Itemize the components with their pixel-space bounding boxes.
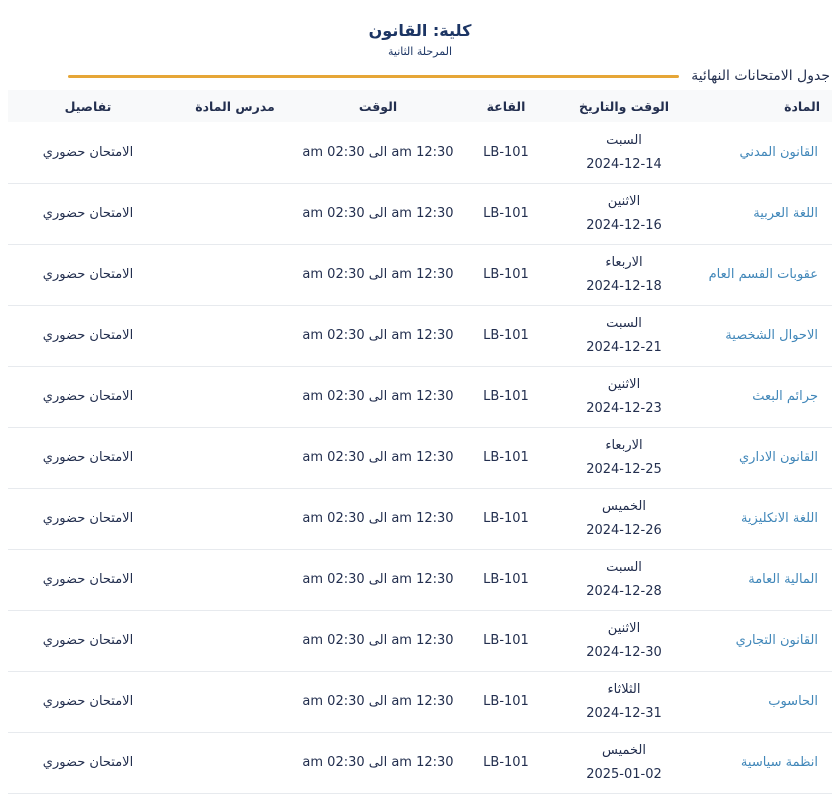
col-header-details: تفاصيل [8,90,168,122]
day-label: الاربعاء [605,438,643,453]
day-label: السبت [606,316,642,331]
day-label: الخميس [602,499,646,514]
exam-schedule-table [8,90,832,794]
teacher-label [168,610,302,671]
time-range-label: am 12:30 الى am 02:30 [302,305,454,366]
subject-link[interactable]: اللغة الانكليزية [740,511,818,526]
time-range-label: am 12:30 الى am 02:30 [302,610,454,671]
details-label: الامتحان حضوري [8,671,168,732]
table-row [8,366,832,427]
subject-cell [690,244,832,305]
subject-link[interactable]: انظمة سياسية [740,755,818,770]
details-label: الامتحان حضوري [8,122,168,183]
hall-cell [454,427,558,488]
table-header [8,90,832,122]
datetime-cell [558,549,690,610]
table-row [8,732,832,793]
subject-cell [690,671,832,732]
teacher-label [168,427,302,488]
col-header-time: الوقت [302,90,454,122]
table-header-row [8,90,832,122]
time-range-label: am 12:30 الى am 02:30 [302,671,454,732]
date-label: 2024-12-28 [586,584,662,599]
day-label: الخميس [602,743,646,758]
subject-link[interactable]: المالية العامة [748,572,818,587]
section-title: جدول الامتحانات النهائية [691,68,830,84]
hall-cell [454,549,558,610]
datetime-cell [558,610,690,671]
day-label: الاثنين [607,621,641,636]
exam-table-body [8,122,832,793]
subject-link[interactable]: عقوبات القسم العام [708,267,818,282]
hall-cell [454,610,558,671]
subject-cell [690,122,832,183]
hall-label: LB-101 [483,144,529,160]
datetime-cell [558,183,690,244]
subject-link[interactable]: جرائم البعث [752,389,818,404]
datetime-cell [558,671,690,732]
teacher-label [168,366,302,427]
details-label: الامتحان حضوري [8,610,168,671]
date-label: 2025-01-02 [586,767,662,782]
time-range-label: am 12:30 الى am 02:30 [302,366,454,427]
hall-label: LB-101 [483,755,529,770]
col-header-datetime: الوقت والتاريخ [558,90,690,122]
subject-cell [690,305,832,366]
datetime-cell [558,122,690,183]
table-row [8,244,832,305]
datetime-cell [558,488,690,549]
teacher-label [168,244,302,305]
subject-link[interactable]: الحاسوب [768,694,818,709]
subject-cell [690,366,832,427]
subject-link[interactable]: القانون التجاري [735,633,818,648]
teacher-label [168,183,302,244]
date-label: 2024-12-23 [586,401,662,416]
hall-label: LB-101 [483,572,529,587]
hall-cell [454,244,558,305]
subject-link[interactable]: الاحوال الشخصية [725,328,818,343]
time-range-label: am 12:30 الى am 02:30 [302,244,454,305]
date-label: 2024-12-31 [586,706,662,721]
day-label: الثلاثاء [607,682,641,697]
hall-cell [454,305,558,366]
details-label: الامتحان حضوري [8,549,168,610]
hall-cell [454,671,558,732]
teacher-label [168,305,302,366]
table-row [8,183,832,244]
day-label: الاثنين [607,194,641,209]
day-label: السبت [606,560,642,575]
college-title: كلية: القانون [368,21,472,40]
date-label: 2024-12-25 [586,462,662,477]
stage-subtitle: المرحلة الثانية [387,45,453,58]
hall-cell [454,488,558,549]
col-header-hall: القاعة [454,90,558,122]
table-row [8,610,832,671]
datetime-cell [558,732,690,793]
hall-cell [454,732,558,793]
accent-line [68,75,679,78]
details-label: الامتحان حضوري [8,305,168,366]
subject-cell [690,488,832,549]
subject-link[interactable]: القانون الاداري [738,450,818,465]
table-row [8,549,832,610]
teacher-label [168,732,302,793]
teacher-label [168,549,302,610]
subject-cell [690,549,832,610]
hall-label: LB-101 [483,450,529,465]
datetime-cell [558,366,690,427]
details-label: الامتحان حضوري [8,732,168,793]
table-row [8,122,832,183]
hall-cell [454,183,558,244]
datetime-cell [558,305,690,366]
details-label: الامتحان حضوري [8,183,168,244]
hall-label: LB-101 [483,389,529,404]
hall-label: LB-101 [483,633,529,648]
time-range-label: am 12:30 الى am 02:30 [302,427,454,488]
date-label: 2024-12-21 [586,340,662,355]
hall-label: LB-101 [483,328,529,343]
subject-link[interactable]: اللغة العربية [753,206,818,221]
subject-cell [690,427,832,488]
details-label: الامتحان حضوري [8,488,168,549]
teacher-label [168,488,302,549]
table-row [8,305,832,366]
date-label: 2024-12-16 [586,218,662,233]
subject-cell [690,610,832,671]
page-header [0,21,840,58]
time-range-label: am 12:30 الى am 02:30 [302,732,454,793]
hall-label: LB-101 [483,511,529,526]
table-row [8,671,832,732]
subject-link[interactable]: القانون المدني [739,144,818,160]
details-label: الامتحان حضوري [8,427,168,488]
table-row [8,488,832,549]
details-label: الامتحان حضوري [8,244,168,305]
col-header-teacher: مدرس المادة [168,90,302,122]
day-label: السبت [606,132,642,148]
time-range-label: am 12:30 الى am 02:30 [302,183,454,244]
time-range-label: am 12:30 الى am 02:30 [302,488,454,549]
datetime-cell [558,427,690,488]
hall-cell [454,122,558,183]
col-header-subject: المادة [690,90,832,122]
hall-label: LB-101 [483,267,529,282]
time-range-label: am 12:30 الى am 02:30 [302,549,454,610]
subject-cell [690,732,832,793]
teacher-label [168,122,302,183]
day-label: الاربعاء [605,255,643,270]
date-label: 2024-12-14 [586,156,662,172]
hall-label: LB-101 [483,694,529,709]
details-label: الامتحان حضوري [8,366,168,427]
time-range-label: am 12:30 الى am 02:30 [302,122,454,183]
datetime-cell [558,244,690,305]
hall-cell [454,366,558,427]
date-label: 2024-12-26 [586,523,662,538]
hall-label: LB-101 [483,206,529,221]
teacher-label [168,671,302,732]
day-label: الاثنين [607,377,641,392]
section-header [0,67,840,85]
date-label: 2024-12-18 [586,279,662,294]
date-label: 2024-12-30 [586,645,662,660]
table-row [8,427,832,488]
subject-cell [690,183,832,244]
